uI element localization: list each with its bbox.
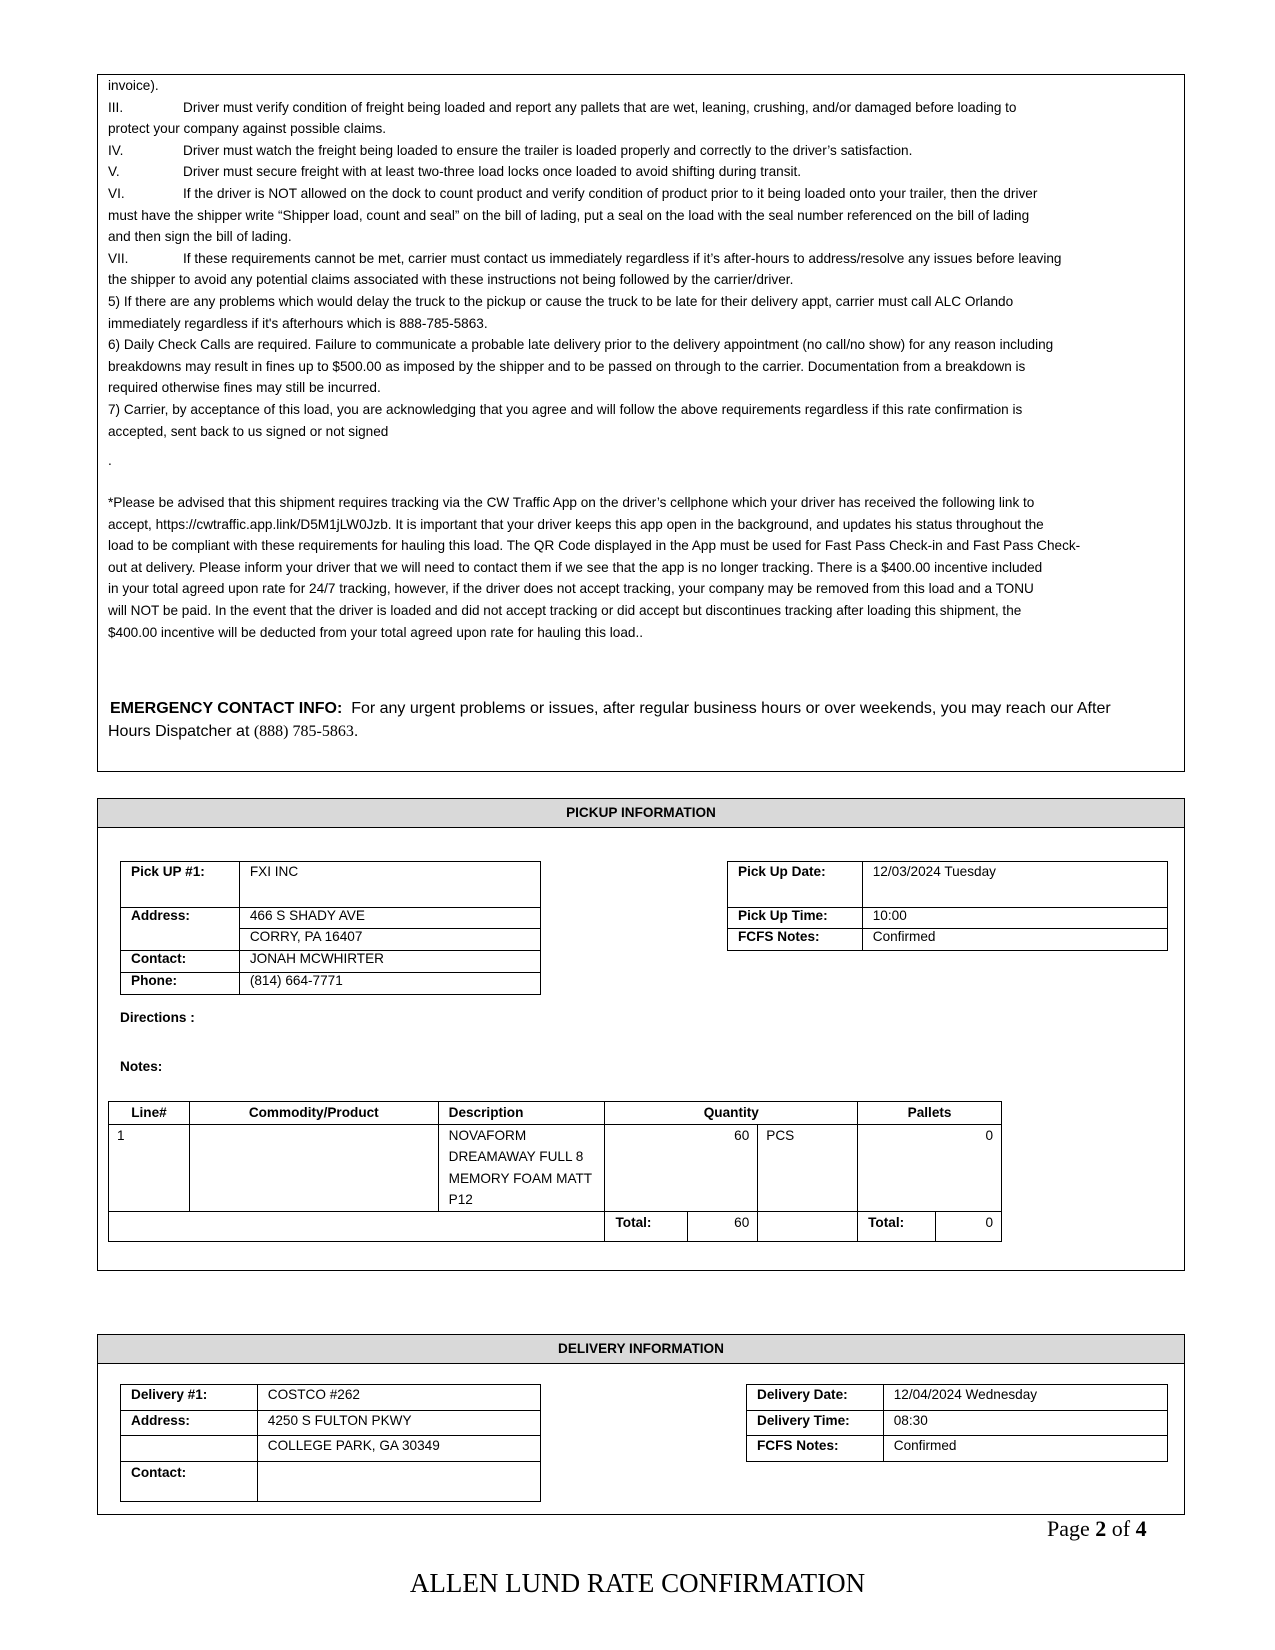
emergency-text-1: For any urgent problems or issues, after regular business hours or over weekends, you may reach our After (351, 700, 1111, 717)
terms-line-text: required otherwise fines may still be incurred. (108, 380, 381, 396)
totals-blank (109, 1211, 605, 1241)
col-commodity: Commodity/Product (189, 1102, 438, 1125)
terms-line-number: III. (108, 99, 124, 115)
page-number (1047, 1516, 1147, 1542)
terms-line (108, 205, 1029, 227)
pick-up-label: Pick UP #1: (121, 862, 240, 908)
emergency-end: . (353, 723, 359, 740)
qty-total-unit (758, 1211, 858, 1241)
terms-line-text: accepted, sent back to us signed or not signed (108, 423, 389, 439)
delivery-date-label: Delivery Date: (747, 1385, 884, 1411)
footer-title: ALLEN LUND RATE CONFIRMATION (409, 1568, 866, 1598)
page-current: 2 (1095, 1516, 1107, 1541)
terms-line-text: If the driver is NOT allowed on the dock to count product and verify condition of product prior to it being loaded onto your trailer, then the driver (183, 186, 1038, 201)
tracking-line: out at delivery. Please inform your driver that we will need to contact them if we see that the app is no longer tracking. There is a $400.00 incentive included (108, 559, 1043, 575)
delivery-address-blank (121, 1436, 258, 1462)
pickup-address-line2: CORRY, PA 16407 (239, 929, 540, 951)
delivery-address-line1: 4250 S FULTON PKWY (257, 1411, 540, 1436)
terms-line-text: protect your company against possible claims. (108, 121, 387, 137)
terms-line (108, 75, 159, 97)
delivery-section (97, 1334, 1185, 1515)
terms-line-text: If these requirements cannot be met, carrier must contact us immediately regardless if it’s after-hours to address/resolve any issues before leaving (183, 250, 1062, 266)
pickup-date-label: Pick Up Date: (728, 862, 863, 908)
table-row (109, 1124, 1002, 1211)
pallets-total-label: Total: (858, 1211, 936, 1241)
pickup-time-value: 10:00 (862, 908, 1167, 929)
col-quantity: Quantity (605, 1102, 858, 1125)
terms-dot: . (108, 453, 112, 468)
row-unit: PCS (758, 1124, 858, 1211)
terms-line (108, 399, 1022, 421)
terms-line-number: IV. (108, 142, 124, 158)
col-description: Description (438, 1102, 605, 1125)
terms-line (108, 377, 381, 399)
terms-line-text: and then sign the bill of lading. (108, 229, 292, 245)
directions-label: Directions : (120, 1010, 195, 1025)
tracking-line: *Please be advised that this shipment requires tracking via the CW Traffic App on the driver’s cellphone which your driver has received the following link to (108, 495, 1035, 510)
tracking-line: $400.00 incentive will be deducted from your total agreed upon rate for hauling this load.. (108, 624, 644, 640)
delivery-schedule-table (746, 1384, 1168, 1462)
terms-line (108, 248, 1061, 270)
pickup-schedule-table (727, 861, 1168, 951)
delivery-fcfs-value: Confirmed (883, 1436, 1167, 1462)
terms-line (108, 269, 793, 291)
row-commodity (189, 1124, 438, 1211)
tracking-line: in your total agreed upon rate for 24/7 tracking, however, if the driver does not accept tracking, your company may be removed from this load and a TONU (108, 581, 1034, 597)
pickup-contact-value: JONAH MCWHIRTER (239, 951, 540, 973)
delivery-time-value: 08:30 (883, 1411, 1167, 1436)
terms-line-number: VI. (108, 186, 125, 201)
row-description: NOVAFORM DREAMAWAY FULL 8 MEMORY FOAM MATT P12 (438, 1124, 605, 1211)
page-of: of (1106, 1516, 1136, 1541)
terms-line-text: the shipper to avoid any potential claims associated with these instructions not being followed by the carrier/driver. (108, 272, 794, 288)
terms-line (108, 334, 1053, 356)
terms-line (108, 226, 292, 248)
totals-row (109, 1211, 1002, 1241)
row-qty: 60 (605, 1124, 758, 1211)
delivery-label: Delivery #1: (121, 1385, 258, 1411)
pickup-fcfs-label: FCFS Notes: (728, 929, 863, 951)
pickup-address-label: Address: (121, 908, 240, 929)
terms-line (108, 97, 1017, 119)
delivery-contact-value (257, 1462, 540, 1502)
terms-line (108, 161, 801, 183)
terms-line-text: Driver must watch the freight being loaded to ensure the trailer is loaded properly and correctly to the driver’s satisfaction. (183, 142, 913, 158)
emergency-label: EMERGENCY CONTACT INFO: (110, 700, 343, 717)
terms-line-number: V. (108, 164, 120, 180)
pickup-contact-label: Contact: (121, 951, 240, 973)
delivery-time-label: Delivery Time: (747, 1411, 884, 1436)
terms-line-text: 7) Carrier, by acceptance of this load, you are acknowledging that you agree and will follow the above requirements regardless if this rate confirmation is (108, 402, 1023, 417)
pickup-section (97, 798, 1185, 1271)
pickup-phone-label: Phone: (121, 973, 240, 995)
row-pallets: 0 (858, 1124, 1002, 1211)
tracking-line: accept, https://cwtraffic.app.link/D5M1jLW0Jzb. It is important that your driver keeps this app open in the background, and updates his status throughout the (108, 516, 1044, 532)
pickup-address-blank (121, 929, 240, 951)
row-line: 1 (109, 1124, 190, 1211)
pick-up-value: FXI INC (239, 862, 540, 908)
col-pallets: Pallets (858, 1102, 1002, 1125)
terms-line-text: immediately regardless if it's afterhours which is 888-785-5863. (108, 315, 488, 331)
pickup-location-table (120, 861, 541, 995)
page-prefix: Page (1047, 1516, 1096, 1541)
emergency-text-2: Hours Dispatcher at (108, 723, 254, 740)
terms-line (108, 118, 386, 140)
terms-line-text: breakdowns may result in fines up to $500.00 as imposed by the shipper and to be passed on through to the carrier. Documentation from a breakdown is (108, 358, 1026, 374)
pickup-phone-value: (814) 664-7771 (239, 973, 540, 995)
terms-line (108, 313, 488, 335)
terms-line-number: VII. (108, 250, 129, 266)
delivery-address-line2: COLLEGE PARK, GA 30349 (257, 1436, 540, 1462)
emergency-line-1 (110, 697, 1111, 720)
delivery-fcfs-label: FCFS Notes: (747, 1436, 884, 1462)
pickup-header: PICKUP INFORMATION (98, 799, 1184, 828)
page-total: 4 (1135, 1516, 1147, 1541)
terms-line-text: Driver must verify condition of freight being loaded and report any pallets that are wet, leaning, crushing, and/or damaged before loading to (183, 99, 1017, 115)
terms-line (108, 291, 1013, 313)
terms-line (108, 183, 1037, 205)
terms-line-text: invoice). (108, 78, 159, 93)
terms-line (108, 356, 1025, 378)
delivery-location-table (120, 1384, 541, 1502)
terms-line (108, 140, 912, 162)
delivery-address-label: Address: (121, 1411, 258, 1436)
pickup-date-value: 12/03/2024 Tuesday (862, 862, 1167, 908)
qty-total-label: Total: (605, 1211, 688, 1241)
terms-line-text: 5) If there are any problems which would delay the truck to the pickup or cause the truck to be late for their delivery appt, carrier must call ALC Orlando (108, 294, 1014, 309)
terms-box (97, 74, 1185, 772)
pickup-fcfs-value: Confirmed (862, 929, 1167, 951)
emergency-line-2 (108, 720, 358, 743)
terms-line-text: 6) Daily Check Calls are required. Failure to communicate a probable late delivery prior to the delivery appointment (no call/no show) for any reason including (108, 337, 1054, 353)
terms-line-text: Driver must secure freight with at least two-three load locks once loaded to avoid shifting during transit. (183, 164, 802, 180)
notes-label: Notes: (120, 1059, 163, 1074)
commodity-table (108, 1101, 1002, 1242)
col-line: Line# (109, 1102, 190, 1125)
pickup-time-label: Pick Up Time: (728, 908, 863, 929)
qty-total-value: 60 (688, 1211, 758, 1241)
terms-line (108, 421, 388, 443)
delivery-header: DELIVERY INFORMATION (98, 1335, 1184, 1364)
terms-line-text: must have the shipper write “Shipper load, count and seal” on the bill of lading, put a seal on the load with the seal number referenced on the bill of lading (108, 207, 1030, 223)
emergency-phone: (888) 785-5863 (253, 723, 354, 740)
delivery-value: COSTCO #262 (257, 1385, 540, 1411)
tracking-line: will NOT be paid. In the event that the driver is loaded and did not accept tracking or did accept but discontinues tracking after loading this shipment, the (108, 603, 1022, 618)
pallets-total-value: 0 (936, 1211, 1002, 1241)
tracking-line: load to be compliant with these requirements for hauling this load. The QR Code displayed in the App must be used for Fast Pass Check-in and Fast Pass Check- (108, 538, 1081, 554)
pickup-address-line1: 466 S SHADY AVE (239, 908, 540, 929)
delivery-date-value: 12/04/2024 Wednesday (883, 1385, 1167, 1411)
delivery-contact-label: Contact: (121, 1462, 258, 1502)
